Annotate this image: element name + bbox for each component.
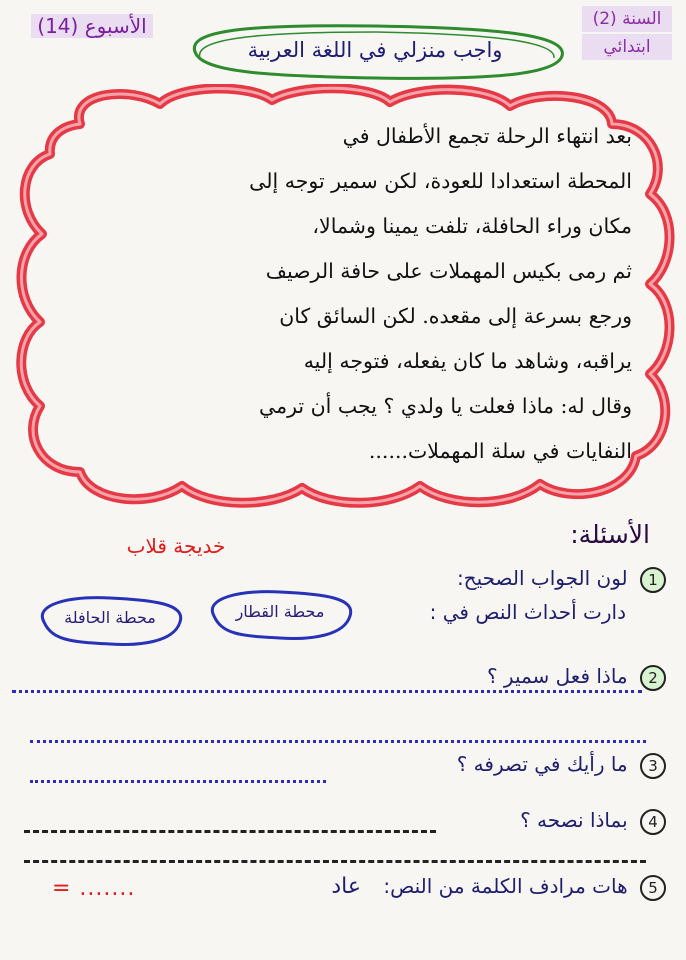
question-1 (457, 566, 666, 593)
question-4-text: بماذا نصحه ؟ (520, 808, 628, 832)
option-label: محطة الحافلة (64, 608, 156, 627)
synonym-word: عاد (331, 874, 361, 899)
synonym-answer-blank[interactable]: = ....... (52, 876, 136, 901)
question-number-5: 5 (640, 875, 666, 901)
answer-line[interactable] (30, 740, 646, 743)
grade-box (578, 4, 676, 62)
question-1-text: لون الجواب الصحيح: (456, 566, 628, 590)
question-1-prompt: دارت أحداث النص في : (429, 600, 626, 624)
author-name: خديجة قلاب (126, 534, 226, 558)
answer-line[interactable] (24, 860, 646, 863)
question-number-3: 3 (640, 753, 666, 779)
story-line: وقال له: ماذا فعلت يا ولدي ؟ يجب أن ترمي (259, 394, 632, 418)
question-number-1: 1 (640, 567, 666, 593)
question-2-text: ماذا فعل سمير ؟ (486, 664, 628, 688)
question-number-2: 2 (640, 665, 666, 691)
story-line: يراقبه، وشاهد ما كان يفعله، فتوجه إليه (303, 349, 632, 373)
question-3 (457, 752, 666, 779)
question-5 (331, 874, 666, 901)
answer-line[interactable] (30, 780, 326, 783)
level-label: ابتدائي (582, 34, 672, 60)
story-line: بعد انتهاء الرحلة تجمع الأطفال في (342, 124, 632, 148)
option-label: محطة القطار (235, 602, 325, 621)
story-text (60, 114, 632, 474)
year-label: السنة (2) (582, 6, 672, 32)
question-3-text: ما رأيك في تصرفه ؟ (456, 752, 628, 776)
story-line: ثم رمى بكيس المهملات على حافة الرصيف (265, 259, 632, 283)
page-title: واجب منزلي في اللغة العربية (247, 38, 503, 62)
title-oval (176, 18, 574, 88)
story-line: ورجع بسرعة إلى مقعده. لكن السائق كان (279, 304, 632, 328)
question-number-4: 4 (640, 809, 666, 835)
option-train-station[interactable] (200, 584, 360, 644)
question-2 (487, 664, 666, 691)
answer-line[interactable] (12, 690, 642, 693)
answer-line[interactable] (24, 830, 436, 833)
question-5-text: هات مرادف الكلمة من النص: (383, 874, 628, 898)
story-line: مكان وراء الحافلة، تلفت يمينا وشمالا، (312, 214, 632, 238)
option-bus-station[interactable] (30, 590, 190, 650)
week-label: الأسبوع (14) (16, 6, 168, 46)
story-line: النفايات في سلة المهملات...... (368, 439, 632, 463)
question-4 (520, 808, 666, 835)
story-line: المحطة استعدادا للعودة، لكن سمير توجه إلى (249, 169, 632, 193)
questions-heading: الأسئلة: (570, 520, 650, 549)
